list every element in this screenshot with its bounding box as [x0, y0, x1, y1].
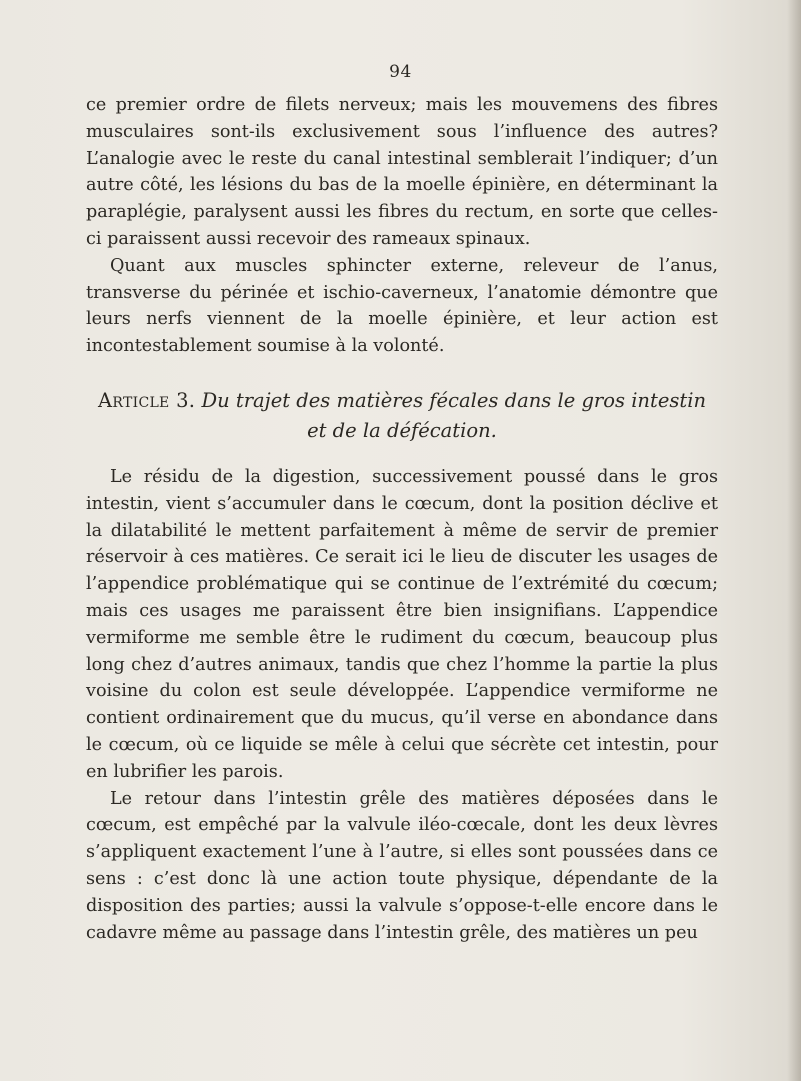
page-text-block — [86, 92, 718, 946]
article-title: Du trajet des matières fécales dans le gros intestin et de la défécation. — [201, 388, 706, 442]
paragraph-sphincter-muscles: Quant aux muscles sphincter externe, releveur de l’anus, transverse du périnée et ischio-caverneux, l’anatomie démontre que leurs nerfs viennent de la moelle épinière, et leur action est incontestablement soumise à la volonté. — [86, 255, 718, 357]
paragraph-digestion-residue: Le résidu de la digestion, successivement poussé dans le gros intestin, vient s’accumuler dans le cœcum, dont la position déclive et la dilatabilité le mettent parfaitement à même de servir de premier réservoir à ces matières. Ce serait ici le lieu de discuter les usages de l’appendice problématique qui se continue de l’extrémité du cœcum; mais ces usages me paraissent être bien insignifians. L’appendice vermiforme me semble être le rudiment du cœcum, beaucoup plus long chez d’autres animaux, tandis que chez l’homme la partie la plus voisine du colon est seule développée. L’appendice vermiforme ne contient ordinairement que du mucus, qu’il verse en abondance dans le cœcum, où ce liquide se mêle à celui que sécrète cet intestin, pour en lubrifier les parois. — [86, 466, 718, 782]
article-heading — [86, 386, 718, 446]
paragraph-nerve-fibres: ce premier ordre de filets nerveux; mais les mouvemens des fibres musculaires sont-ils exclusivement sous l’influence des autres? L’analogie avec le reste du canal intestinal semblerait l’indiquer; d’un autre côté, les lésions du bas de la moelle épinière, en déterminant la paraplégie, paralysent aussi les fibres du rectum, en sorte que celles-ci paraissent aussi recevoir des rameaux spinaux. — [86, 95, 718, 249]
paragraph-ileocecal-valve: Le retour dans l’intestin grêle des matières déposées dans le cœcum, est empêché par la valvule iléo-cœcale, dont les deux lèvres s’appliquent exactement l’une à l’autre, si elles sont poussées dans ce sens : c’est donc là une action toute physique, dépendante de la disposition des parties; aussi la valvule s’oppose-t-elle encore dans le cadavre même au passage dans l’intestin grêle, des matières un peu — [86, 788, 718, 943]
article-label: Article 3. — [98, 388, 196, 412]
page-number: 94 — [389, 62, 412, 82]
page-edge-shadow — [787, 0, 801, 1081]
